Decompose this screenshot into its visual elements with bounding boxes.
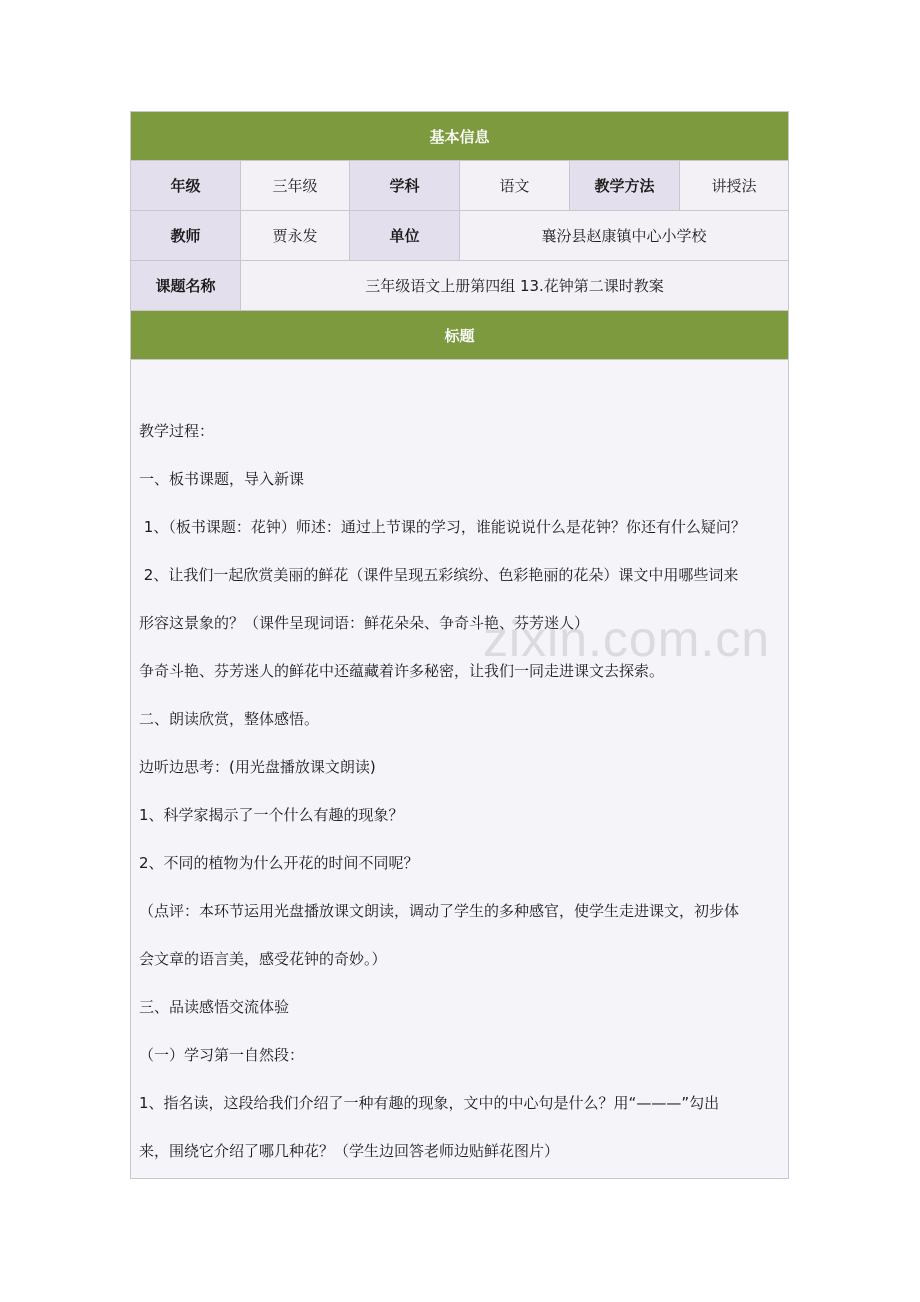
paragraph: 三、品读感悟交流体验 xyxy=(139,998,290,1016)
paragraph: 1、科学家揭示了一个什么有趣的现象？ xyxy=(139,806,404,824)
grade-value: 三年级 xyxy=(241,161,350,210)
paragraph: 2、不同的植物为什么开花的时间不同呢？ xyxy=(139,854,419,872)
paragraph: 来，围绕它介绍了哪几种花？（学生边回答老师边贴鲜花图片） xyxy=(139,1142,560,1160)
paragraph: 教学过程： xyxy=(139,422,215,440)
lesson-content xyxy=(131,360,788,1178)
lesson-plan-table xyxy=(130,111,789,1179)
method-value: 讲授法 xyxy=(680,161,788,210)
paragraph: （点评：本环节运用光盘播放课文朗读，调动了学生的多种感官，使学生走进课文，初步体 xyxy=(139,902,740,920)
grade-label: 年级 xyxy=(131,161,241,210)
paragraph: 一、板书课题，导入新课 xyxy=(139,470,305,488)
teacher-label: 教师 xyxy=(131,211,241,260)
paragraph: 1、（板书课题：花钟）师述：通过上节课的学习，谁能说说什么是花钟？你还有什么疑问？ xyxy=(139,518,746,536)
unit-value: 襄汾县赵康镇中心小学校 xyxy=(460,211,788,260)
paragraph: （一）学习第一自然段： xyxy=(139,1046,305,1064)
subject-value: 语文 xyxy=(460,161,570,210)
topic-label: 课题名称 xyxy=(131,261,241,310)
title-header: 标题 xyxy=(131,311,788,360)
topic-value: 三年级语文上册第四组 13.花钟第二课时教案 xyxy=(241,261,788,310)
paragraph: 1、指名读，这段给我们介绍了一种有趣的现象，文中的中心句是什么？用“———”勾出 xyxy=(139,1094,720,1112)
watermark: zixin.com.cn xyxy=(483,611,771,667)
paragraph: 争奇斗艳、芬芳迷人的鲜花中还蕴藏着许多秘密，让我们一同走进课文去探索。 xyxy=(139,662,665,680)
info-row-3 xyxy=(131,261,788,311)
info-row-2 xyxy=(131,211,788,261)
subject-label: 学科 xyxy=(350,161,460,210)
paragraph: 边听边思考：(用光盘播放课文朗读) xyxy=(139,758,376,776)
unit-label: 单位 xyxy=(350,211,460,260)
paragraph: 会文章的语言美，感受花钟的奇妙。） xyxy=(139,950,387,968)
paragraph: 二、朗读欣赏，整体感悟。 xyxy=(139,710,320,728)
basic-info-header: 基本信息 xyxy=(131,112,788,161)
method-label: 教学方法 xyxy=(570,161,680,210)
paragraph: 2、让我们一起欣赏美丽的鲜花（课件呈现五彩缤纷、色彩艳丽的花朵）课文中用哪些词来 xyxy=(139,566,739,584)
paragraph: 形容这景象的？（课件呈现词语：鲜花朵朵、争奇斗艳、芬芳迷人） xyxy=(139,614,590,632)
teacher-value: 贾永发 xyxy=(241,211,350,260)
info-row-1 xyxy=(131,161,788,211)
